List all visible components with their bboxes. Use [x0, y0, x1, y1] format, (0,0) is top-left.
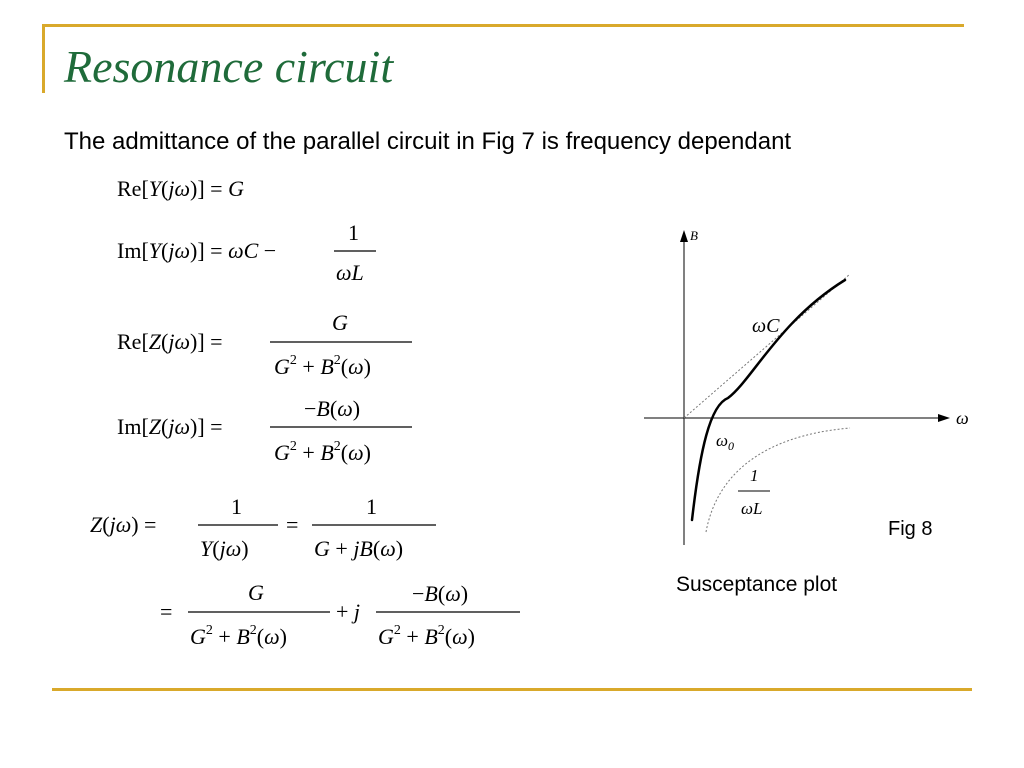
bottom-rule — [52, 688, 972, 691]
equation-z-total — [90, 494, 436, 561]
asymptote-omega-c — [684, 274, 850, 418]
equation-z-expanded — [160, 580, 520, 649]
svg-text:G: G — [248, 580, 264, 605]
svg-text:1: 1 — [348, 220, 359, 245]
svg-text:Z(jω) =: Z(jω) = — [90, 512, 157, 537]
susceptance-plot — [620, 222, 990, 552]
svg-text:G2 + B2(ω): $G^2 + B^2(\omega)$ — [274, 439, 371, 465]
x-axis-label: ω — [956, 408, 969, 428]
equation-re-y — [117, 176, 244, 201]
svg-text:G2 + B2(ω): $G^2 + B^2(\omega)$ — [274, 353, 371, 379]
omega-c-label: ωC — [752, 315, 780, 337]
svg-text:Im[Y(jω)] = ωC −: Im[Y(jω)] = ωC − — [117, 238, 277, 263]
svg-text:Y(jω): Y(jω) — [200, 536, 249, 561]
svg-text:+ j: + j — [336, 599, 361, 624]
one-over-omega-l-numerator: 1 — [750, 466, 759, 485]
svg-text:=: = — [160, 599, 173, 624]
svg-text:G2 + B2(ω): $G^2 + B^2(\omega)$ — [378, 623, 475, 649]
svg-text:G2 + B2(ω): $G^2 + B^2(\omega)$ — [190, 623, 287, 649]
svg-text:−B(ω): −B(ω) — [304, 396, 361, 421]
equation-re-z — [117, 310, 412, 379]
slide-title: Resonance circuit — [64, 41, 394, 92]
svg-text:G: G — [332, 310, 348, 335]
figure-label: Fig 8 — [888, 518, 933, 540]
svg-text:1: 1 — [366, 494, 377, 519]
x-axis-arrow — [938, 414, 950, 422]
svg-text:=: = — [286, 512, 299, 537]
svg-text:Im[Z(jω)] =: Im[Z(jω)] = — [117, 414, 223, 439]
svg-text:1: 1 — [231, 494, 242, 519]
y-axis-label: B — [690, 228, 698, 243]
svg-text:Re[Y(jω)] = G: Re[Y(jω)] = G — [117, 176, 244, 201]
y-axis-arrow — [680, 230, 688, 242]
svg-text:Re[Z(jω)] =: Re[Z(jω)] = — [117, 329, 223, 354]
svg-text:G + jB(ω): G + jB(ω) — [314, 536, 404, 561]
equation-im-z — [117, 396, 412, 465]
omega-zero-label: $\omega_0$ — [716, 431, 735, 453]
intro-text: The admittance of the parallel circuit in Fig 7 is frequency dependant — [64, 128, 792, 155]
figure-caption: Susceptance plot — [676, 573, 838, 596]
one-over-omega-l-denominator: ωL — [741, 499, 763, 518]
svg-text:−B(ω): −B(ω) — [412, 581, 469, 606]
equation-im-y — [117, 220, 376, 285]
svg-text:ωL: ωL — [336, 260, 364, 285]
